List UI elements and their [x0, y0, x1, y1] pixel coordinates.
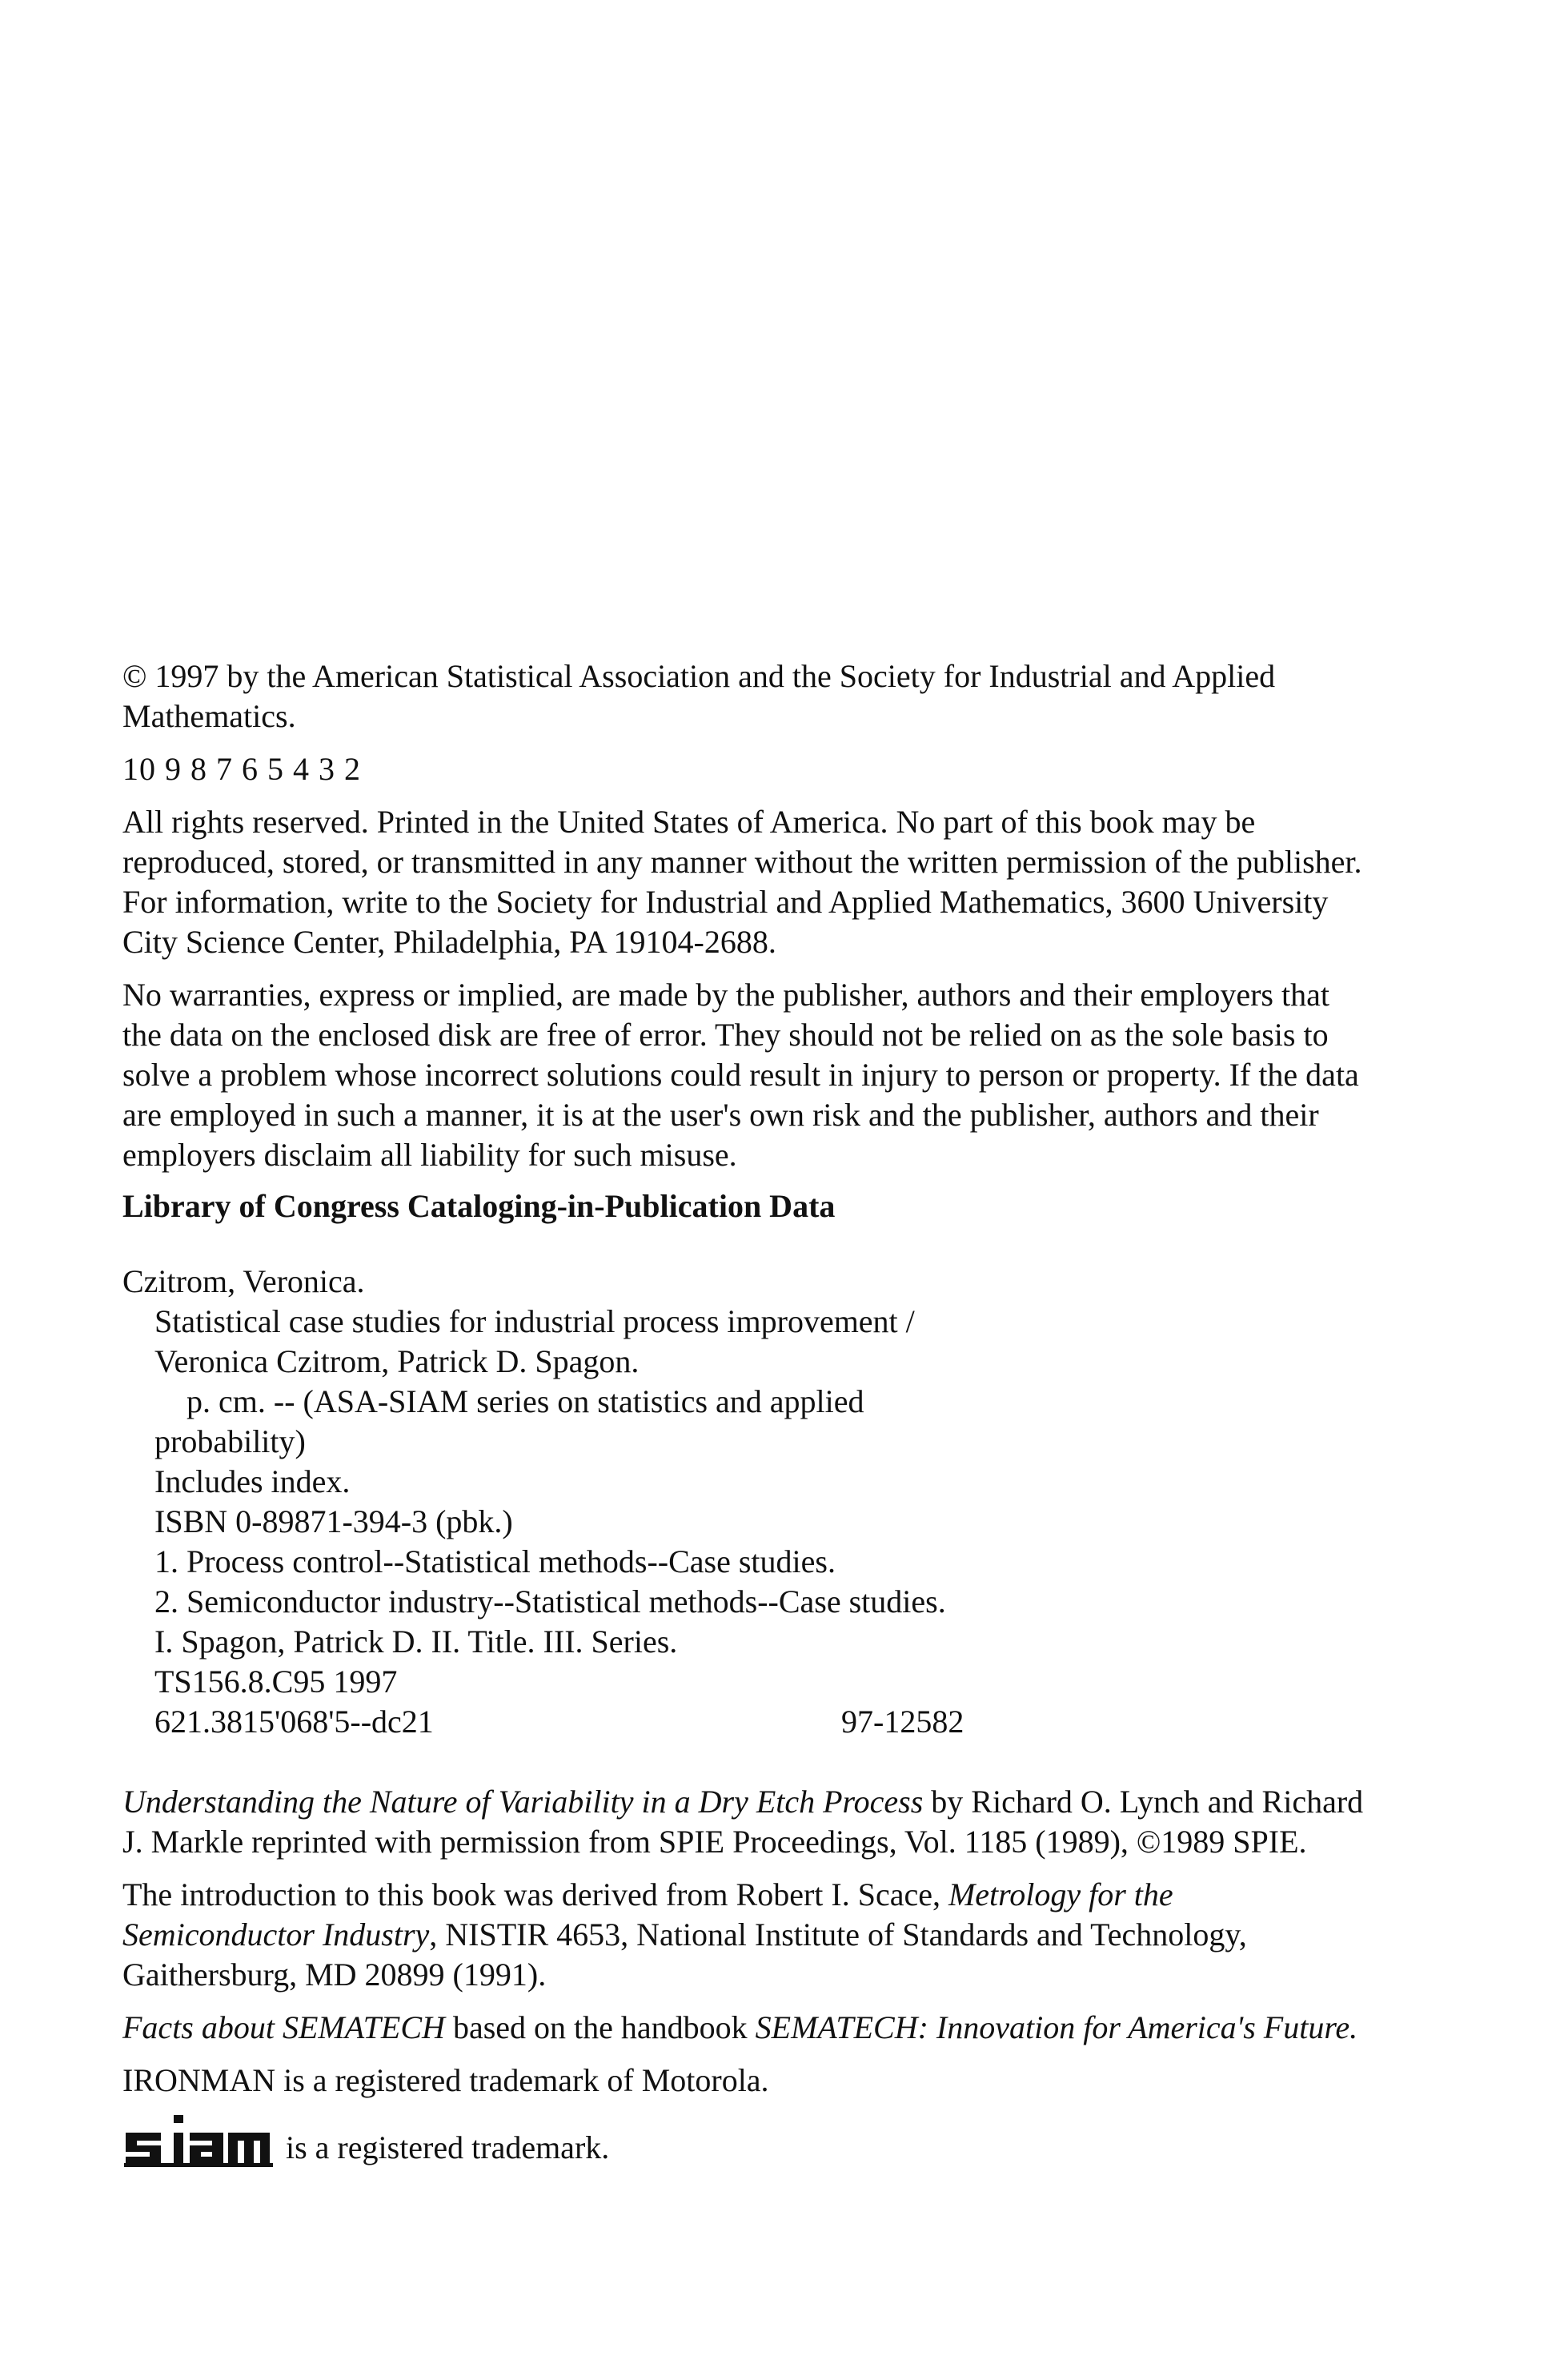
facts-middle: based on the handbook [444, 2009, 756, 2045]
cip-call-number: TS156.8.C95 1997 [154, 1664, 398, 1700]
introduction-credit [122, 1875, 1371, 1995]
cip-title-line-1: Statistical case studies for industrial process improvement / [154, 1303, 915, 1339]
cip-physical-line-1: p. cm. -- (ASA-SIAM series on statistics and applied [186, 1383, 864, 1419]
intro-prefix: The introduction to this book was derived from Robert I. Scace, [122, 1876, 948, 1912]
cip-includes: Includes index. [154, 1463, 351, 1499]
cip-title-line-2: Veronica Czitrom, Patrick D. Spagon. [154, 1343, 640, 1379]
cip-added-entries: I. Spagon, Patrick D. II. Title. III. Series. [154, 1623, 678, 1660]
print-line: 10 9 8 7 6 5 4 3 2 [122, 751, 361, 787]
facts-title: Facts about SEMATECH [122, 2009, 445, 2045]
siam-trademark-text: is a registered trademark. [286, 2129, 610, 2165]
ironman-trademark: IRONMAN is a registered trademark of Motorola. [122, 2062, 769, 2098]
cip-heading: Library of Congress Cataloging-in-Publication Data [122, 1188, 836, 1224]
intro-source-title: Metrology for the Semiconductor Industry [122, 1876, 1173, 1953]
siam-trademark-line [122, 2113, 1371, 2168]
cip-subject-1: 1. Process control--Statistical methods--Case studies. [154, 1543, 836, 1579]
facts-credit [122, 2008, 1371, 2048]
cip-classification: 621.3815'068'5--dc21 [154, 1704, 434, 1740]
siam-logo [122, 2113, 275, 2168]
cip-record [122, 1262, 1371, 1742]
facts-handbook: SEMATECH: Innovation for America's Future. [755, 2009, 1358, 2045]
article-title: Understanding the Nature of Variability in a Dry Etch Process [122, 1784, 924, 1820]
warranty-disclaimer: No warranties, express or implied, are made by the publisher, authors and their employers that the data on the enclosed disk are free of error. They should not be relied on as the sole basis to solve a problem whose incorrect solutions could result in injury to person or property. If the data are employed in such a manner, it is at the user's own risk and the publisher, authors and their employers disclaim all liability for such misuse. [122, 977, 1359, 1173]
copyright-notice: © 1997 by the American Statistical Association and the Society for Industrial and Applied Mathematics. [122, 658, 1276, 734]
cip-isbn: ISBN 0-89871-394-3 (pbk.) [154, 1503, 513, 1539]
page-content [122, 656, 1371, 2168]
cip-subject-2: 2. Semiconductor industry--Statistical methods--Case studies. [154, 1583, 946, 1619]
article-credit-text: by Richard O. Lynch and Richard J. Markle reprinted with permission from SPIE Proceedings, Vol. 1185 (1989), ©1989 SPIE. [122, 1784, 1364, 1860]
rights-statement: All rights reserved. Printed in the United States of America. No part of this book may be reproduced, stored, or transmitted in any manner without the written permission of the publisher. For information, write to the Society for Industrial and Applied Mathematics, 3600 University City Science Center, Philadelphia, PA 19104-2688. [122, 804, 1362, 960]
cip-lccn: 97-12582 [841, 1704, 964, 1740]
cip-classification-row [122, 1702, 1371, 1742]
cip-author: Czitrom, Veronica. [122, 1263, 365, 1299]
intro-suffix: , NISTIR 4653, National Institute of Standards and Technology, Gaithersburg, MD 20899 (1991). [122, 1916, 1247, 1993]
cip-physical-line-2: probability) [154, 1423, 306, 1459]
article-credit [122, 1782, 1371, 1862]
